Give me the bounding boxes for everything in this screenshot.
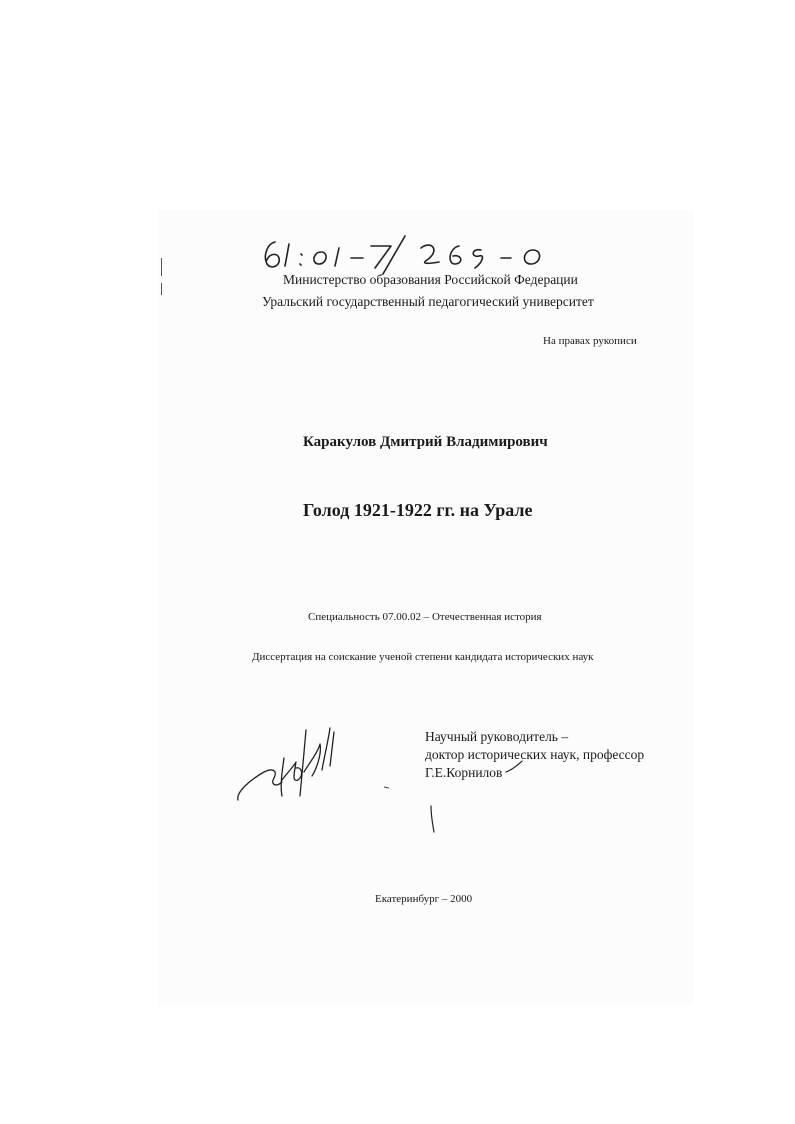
handwritten-catalog-number <box>255 226 560 276</box>
pen-mark <box>384 785 390 789</box>
advisor-degree: доктор исторических наук, профессор <box>425 747 645 762</box>
margin-mark <box>161 283 162 295</box>
scan-background <box>158 210 693 1005</box>
advisor-block <box>425 728 644 782</box>
specialty-line: Специальность 07.00.02 – Отечественная история <box>308 611 542 623</box>
author-signature <box>230 722 355 807</box>
advisor-role: Научный руководитель – <box>425 729 569 744</box>
margin-mark <box>161 258 162 276</box>
stray-pen-mark <box>428 805 436 833</box>
manuscript-rights-note: На правах рукописи <box>543 335 637 347</box>
advisor-tick-mark <box>505 760 523 774</box>
degree-statement: Диссертация на соискание ученой степени кандидата исторических наук <box>252 651 594 663</box>
city-and-year: Екатеринбург – 2000 <box>375 893 473 905</box>
advisor-name: Г.Е.Корнилов <box>425 765 503 780</box>
author-name: Каракулов Дмитрий Владимирович <box>303 434 548 450</box>
university-name: Уральский государственный педагогический университет <box>262 294 594 309</box>
dissertation-title: Голод 1921-1922 гг. на Урале <box>303 500 533 520</box>
ministry-name: Министерство образования Российской Федерации <box>283 272 578 287</box>
